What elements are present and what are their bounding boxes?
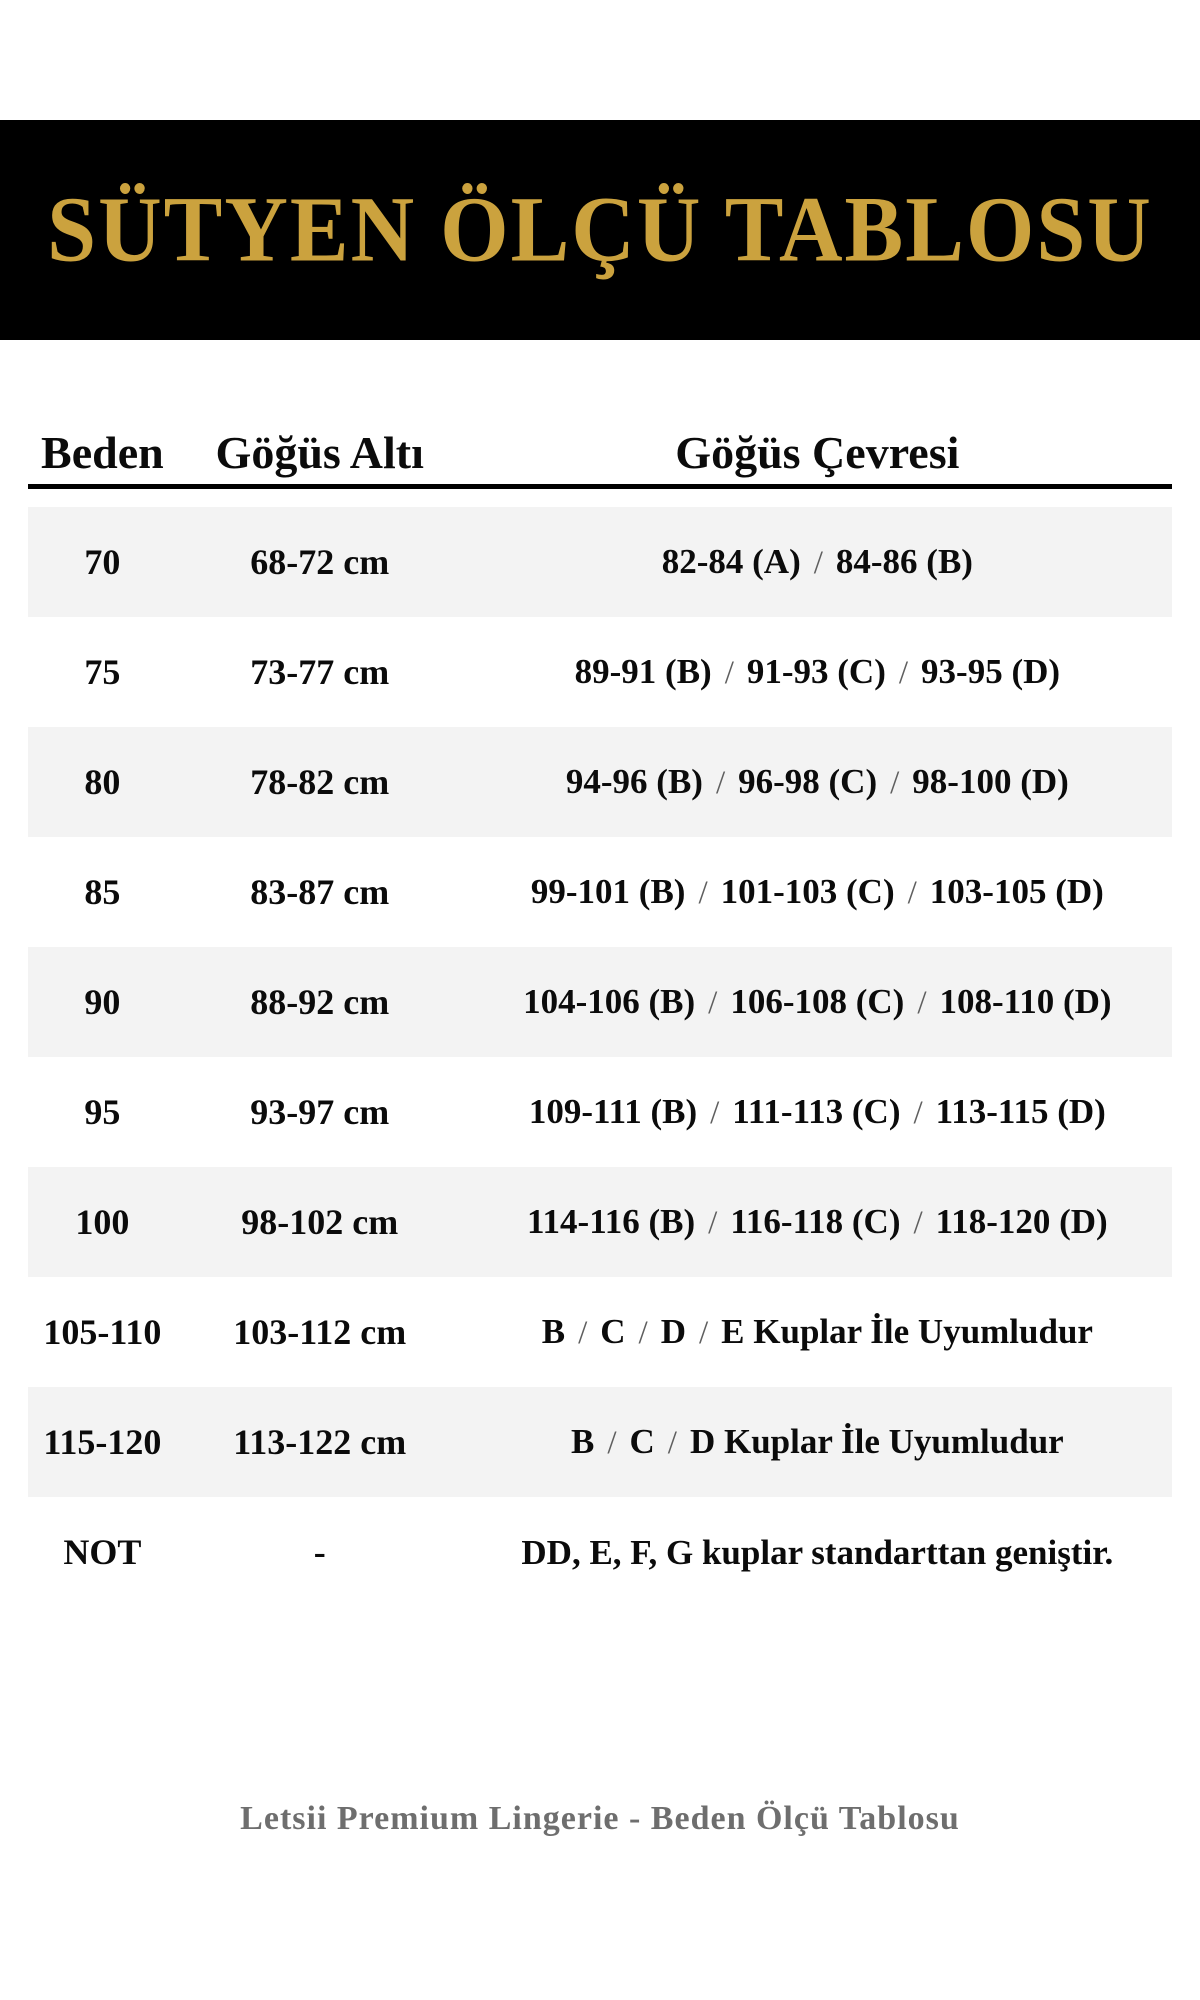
- cell-gogus-alti: -: [313, 1532, 326, 1572]
- range-value: B: [541, 1312, 566, 1351]
- cell-beden: 70: [84, 542, 121, 582]
- cell-gogus-alti: 78-82 cm: [250, 762, 390, 802]
- range-value: 82-84 (A): [661, 542, 801, 581]
- cell-beden: 85: [84, 872, 121, 912]
- range-value: D: [660, 1312, 686, 1351]
- header-beden: Beden: [41, 427, 164, 478]
- slash-separator: /: [715, 765, 726, 801]
- cell-gogus-cevresi: [463, 1314, 1172, 1350]
- cell-gogus-cevresi: [463, 654, 1172, 690]
- range-value: 111-113 (C): [732, 1092, 901, 1131]
- cell-gogus-cevresi: [463, 874, 1172, 910]
- range-value: C: [629, 1422, 655, 1461]
- range-value: 116-118 (C): [730, 1202, 901, 1241]
- table-row: [28, 1497, 1172, 1607]
- range-value: 113-115 (D): [935, 1092, 1106, 1131]
- range-value: 109-111 (B): [528, 1092, 698, 1131]
- cell-beden: 75: [84, 652, 121, 692]
- cell-beden: NOT: [63, 1532, 142, 1572]
- range-value: 108-110 (D): [939, 982, 1112, 1021]
- range-value: 118-120 (D): [935, 1202, 1108, 1241]
- slash-separator: /: [913, 1205, 923, 1241]
- range-value: D Kuplar İle Uyumludur: [689, 1422, 1064, 1461]
- range-value: 89-91 (B): [574, 652, 712, 691]
- cell-beden: 100: [75, 1202, 130, 1242]
- slash-separator: /: [898, 655, 909, 691]
- range-value: C: [600, 1312, 626, 1351]
- cell-gogus-alti: 93-97 cm: [250, 1092, 390, 1132]
- range-value: 99-101 (B): [530, 872, 686, 911]
- cell-gogus-alti: 68-72 cm: [250, 542, 390, 582]
- range-value: 114-116 (B): [526, 1202, 696, 1241]
- title-banner: [0, 120, 1200, 340]
- slash-separator: /: [667, 1425, 677, 1461]
- slash-separator: /: [698, 875, 708, 911]
- table-row: [28, 1387, 1172, 1497]
- size-table-header: [28, 398, 1172, 489]
- range-value: 93-95 (D): [921, 652, 1061, 691]
- cell-beden: 80: [84, 762, 121, 802]
- table-row: [28, 727, 1172, 837]
- range-value: 91-93 (C): [746, 652, 886, 691]
- cell-gogus-alti: 98-102 cm: [241, 1202, 399, 1242]
- cell-beden: 115-120: [43, 1422, 162, 1462]
- slash-separator: /: [813, 545, 823, 581]
- cell-gogus-cevresi: [463, 984, 1172, 1020]
- range-value: DD, E, F, G kuplar standarttan geniştir.: [521, 1532, 1114, 1572]
- range-value: 104-106 (B): [523, 982, 696, 1021]
- cell-gogus-cevresi: [463, 1204, 1172, 1240]
- cell-gogus-alti: 83-87 cm: [250, 872, 390, 912]
- cell-gogus-alti: 113-122 cm: [233, 1422, 407, 1462]
- range-value: B: [570, 1422, 595, 1461]
- size-table-body: [28, 507, 1172, 1607]
- cell-beden: 90: [84, 982, 121, 1022]
- range-value: 101-103 (C): [720, 872, 895, 911]
- slash-separator: /: [917, 985, 927, 1021]
- range-value: E Kuplar İle Uyumludur: [721, 1312, 1093, 1351]
- table-row: [28, 1167, 1172, 1277]
- footer-brand-text: Letsii Premium Lingerie - Beden Ölçü Tablosu: [240, 1800, 960, 1837]
- cell-gogus-alti: 73-77 cm: [250, 652, 390, 692]
- slash-separator: /: [907, 875, 917, 911]
- table-row: [28, 947, 1172, 1057]
- slash-separator: /: [724, 655, 734, 691]
- slash-separator: /: [890, 765, 900, 801]
- cell-beden: 105-110: [43, 1312, 162, 1352]
- cell-gogus-cevresi: [463, 1424, 1172, 1460]
- slash-separator: /: [710, 1095, 720, 1131]
- table-row: [28, 507, 1172, 617]
- cell-gogus-cevresi: [463, 1094, 1172, 1130]
- cell-gogus-alti: 103-112 cm: [233, 1312, 407, 1352]
- cell-gogus-cevresi: [463, 1532, 1172, 1572]
- table-row: [28, 837, 1172, 947]
- table-row: [28, 1277, 1172, 1387]
- range-value: 84-86 (B): [835, 542, 973, 581]
- slash-separator: /: [708, 985, 718, 1021]
- page-title: SÜTYEN ÖLÇÜ TABLOSU: [47, 178, 1153, 282]
- table-row: [28, 1057, 1172, 1167]
- cell-gogus-cevresi: [463, 764, 1172, 800]
- size-table: [28, 398, 1172, 1607]
- range-value: 103-105 (D): [929, 872, 1104, 911]
- slash-separator: /: [607, 1425, 617, 1461]
- header-gogus-cevresi: Göğüs Çevresi: [675, 427, 960, 478]
- range-value: 98-100 (D): [912, 762, 1069, 801]
- table-row: [28, 617, 1172, 727]
- slash-separator: /: [698, 1315, 709, 1351]
- slash-separator: /: [638, 1315, 648, 1351]
- slash-separator: /: [708, 1205, 718, 1241]
- range-value: 96-98 (C): [738, 762, 878, 801]
- range-value: 106-108 (C): [730, 982, 905, 1021]
- slash-separator: /: [578, 1315, 588, 1351]
- cell-gogus-cevresi: [463, 544, 1172, 580]
- slash-separator: /: [913, 1095, 923, 1131]
- range-value: 94-96 (B): [565, 762, 703, 801]
- header-gogus-alti: Göğüs Altı: [215, 427, 424, 478]
- cell-beden: 95: [84, 1092, 121, 1132]
- cell-gogus-alti: 88-92 cm: [250, 982, 390, 1022]
